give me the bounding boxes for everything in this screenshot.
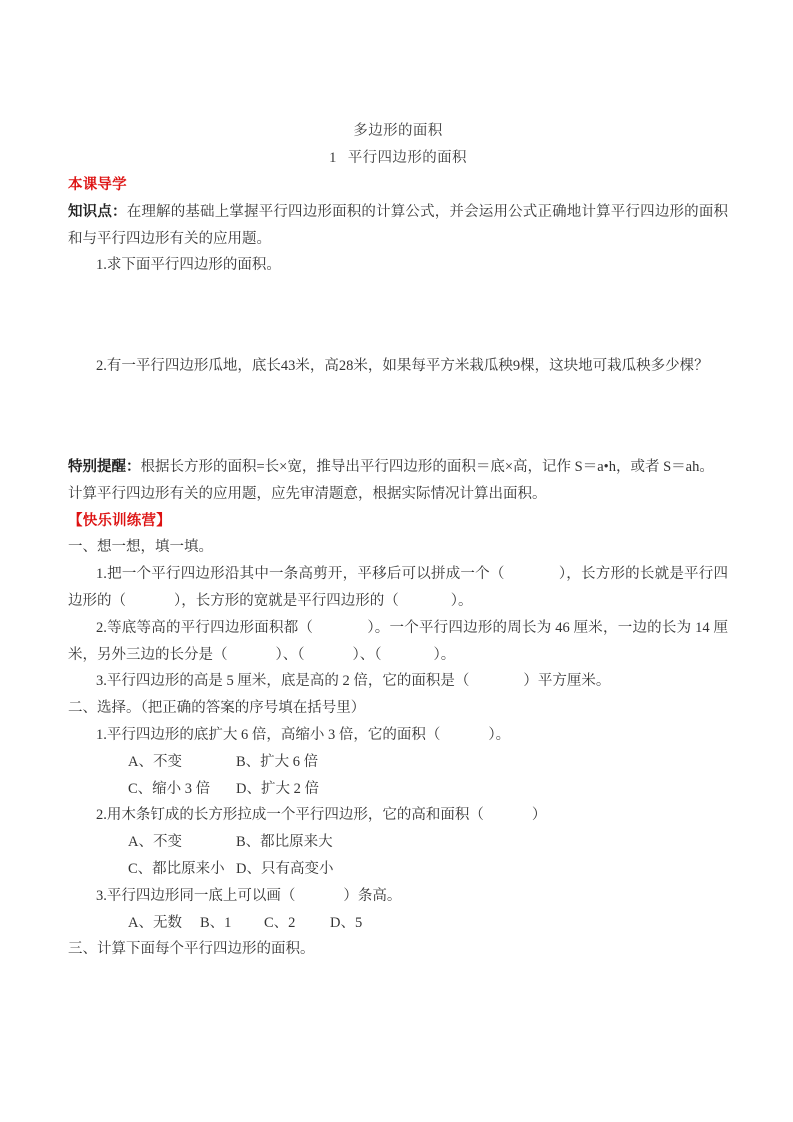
p1q1-text-b: ），长方形的长就是平行四边形的（ (68, 566, 729, 609)
part2-question-2 (68, 802, 728, 829)
p1q1-text-c: ），长方形的宽就是平行四边形的（ (174, 592, 399, 609)
p2q1-option-b[interactable]: B、扩大 6 倍 (236, 753, 319, 770)
page-title: 多边形的面积 (353, 123, 443, 139)
p1q3-text-a: 3.平行四边形的高是 5 厘米，底是高的 2 倍，它的面积是（ (96, 673, 470, 690)
page-bottom-space (68, 963, 728, 973)
answer-workspace-1 (68, 279, 728, 353)
tip-label: 特别提醒： (68, 458, 141, 475)
part1-heading: 一、想一想，填一填。 (68, 539, 213, 556)
p2q3-text-b: ）条高。 (343, 887, 402, 904)
p2q2-option-c[interactable]: C、都比原来小 (128, 860, 225, 877)
p2q2-option-d[interactable]: D、只有高变小 (236, 860, 334, 877)
knowledge-point-text: 在理解的基础上掌握平行四边形面积的计算公式，并会运用公式正确地计算平行四边形的面积和与平行四边形有关的应用题。 (68, 203, 729, 247)
p2q1-option-c[interactable]: C、缩小 3 倍 (128, 780, 211, 797)
part2-question-3 (68, 883, 728, 910)
p2q1-option-a[interactable]: A、不变 (128, 753, 182, 770)
p2q3-text-a: 3.平行四边形同一底上可以画（ (96, 887, 296, 904)
p1q1-text-d: ）。 (450, 592, 473, 609)
p2q2-option-a[interactable]: A、不变 (128, 834, 182, 851)
p2q3-option-d[interactable]: D、5 (330, 914, 363, 931)
section-heading-training: 【快乐训练营】 (68, 512, 171, 529)
page-content (68, 0, 728, 973)
p1q1-text-a: 1.把一个平行四边形沿其中一条高剪开，平移后可以拼成一个（ (96, 566, 505, 583)
p1q3-text-b: ）平方厘米。 (523, 673, 611, 690)
p2q1-option-d[interactable]: D、扩大 2 倍 (236, 780, 319, 797)
part1-question-2 (68, 615, 728, 669)
answer-workspace-2 (68, 380, 728, 454)
p2q3-option-b[interactable]: B、1 (200, 914, 232, 931)
part1-question-1 (68, 561, 728, 615)
subtitle-text: 平行四边形的面积 (347, 150, 467, 166)
p2q3-option-a[interactable]: A、无数 (128, 914, 182, 931)
p2q2-text-a: 2.用木条钉成的长方形拉成一个平行四边形，它的高和面积（ (96, 807, 484, 824)
guide-problem-2: 2.有一平行四边形瓜地，底长43米，高28米，如果每平方米栽瓜秧9棵，这块地可栽瓜秧多少棵？ (96, 358, 709, 375)
tip-paragraph-line1 (68, 454, 728, 481)
p1q2-text-e: ）。 (433, 646, 456, 663)
part1-question-3 (68, 668, 728, 695)
part2-question-3-options-row (68, 910, 728, 937)
part2-question-2-options-row-2 (68, 856, 728, 883)
part2-question-1-options-row-2 (68, 776, 728, 803)
knowledge-point-label: 知识点： (68, 203, 127, 220)
part2-question-1-options-row-1 (68, 749, 728, 776)
page-subtitle (68, 145, 728, 172)
knowledge-point-paragraph (68, 199, 728, 253)
subtitle-number: 1 (329, 150, 337, 166)
p2q2-text-b: ） (531, 807, 547, 824)
p1q2-text-d: ）、（ (352, 646, 382, 663)
p2q1-text-a: 1.平行四边形的底扩大 6 倍，高缩小 3 倍，它的面积（ (96, 726, 441, 743)
p2q1-text-b: ）。 (488, 726, 511, 743)
section-heading-guide: 本课导学 (68, 177, 127, 193)
p2q3-option-c[interactable]: C、2 (264, 914, 296, 931)
part2-heading: 二、选择。（把正确的答案的序号填在括号里） (68, 700, 366, 717)
part2-question-2-options-row-1 (68, 829, 728, 856)
p1q2-text-a: 2.等底等高的平行四边形面积都（ (96, 619, 314, 636)
tip-paragraph-line2: 计算平行四边形有关的应用题，应先审清题意，根据实际情况计算出面积。 (68, 485, 547, 502)
part2-question-1 (68, 722, 728, 749)
p2q2-option-b[interactable]: B、都比原来大 (236, 834, 333, 851)
part3-heading: 三、计算下面每个平行四边形的面积。 (68, 941, 315, 958)
p1q2-text-c: ）、（ (275, 646, 305, 663)
guide-problem-1: 1.求下面平行四边形的面积。 (96, 257, 281, 274)
p1q2-text-b: ）。一个平行四边形的周长为 46 厘米，一边的长为 14 厘米，另外三边的长分是（ (68, 619, 729, 663)
tip-text-1: 根据长方形的面积=长×宽，推导出平行四边形的面积＝底×高，记作 S＝a•h，或者 S＝ah。 (140, 458, 714, 475)
